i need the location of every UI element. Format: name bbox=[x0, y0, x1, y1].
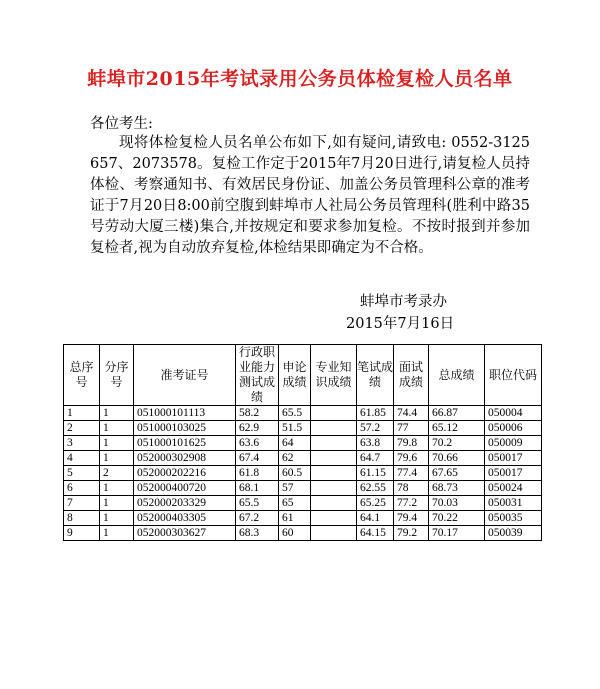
cell-essay-score: 60 bbox=[279, 526, 311, 541]
cell-total-score: 70.22 bbox=[429, 511, 485, 526]
cell-written-score: 62.55 bbox=[357, 481, 394, 496]
cell-position-code: 050031 bbox=[485, 496, 542, 511]
cell-total-score: 70.66 bbox=[429, 451, 485, 466]
cell-position-code: 050017 bbox=[485, 466, 542, 481]
cell-sub-seq: 1 bbox=[100, 436, 134, 451]
cell-total-score: 70.03 bbox=[429, 496, 485, 511]
cell-essay-score: 65 bbox=[279, 496, 311, 511]
cell-aptitude-score: 61.8 bbox=[236, 466, 279, 481]
header-sub-seq: 分序号 bbox=[100, 345, 134, 406]
cell-exam-id: 051000101625 bbox=[134, 436, 236, 451]
cell-total-seq: 8 bbox=[64, 511, 100, 526]
header-interview-score: 面试成绩 bbox=[394, 345, 429, 406]
cell-sub-seq: 1 bbox=[100, 421, 134, 436]
cell-total-score: 70.17 bbox=[429, 526, 485, 541]
cell-aptitude-score: 68.3 bbox=[236, 526, 279, 541]
cell-position-code: 050035 bbox=[485, 511, 542, 526]
cell-exam-id: 052000403305 bbox=[134, 511, 236, 526]
cell-sub-seq: 1 bbox=[100, 481, 134, 496]
cell-total-seq: 3 bbox=[64, 436, 100, 451]
cell-aptitude-score: 67.2 bbox=[236, 511, 279, 526]
header-written-score: 笔试成绩 bbox=[357, 345, 394, 406]
header-exam-id: 准考证号 bbox=[134, 345, 236, 406]
cell-written-score: 64.7 bbox=[357, 451, 394, 466]
header-professional-score: 专业知识成绩 bbox=[311, 345, 357, 406]
cell-exam-id: 052000202216 bbox=[134, 466, 236, 481]
cell-written-score: 63.8 bbox=[357, 436, 394, 451]
cell-interview-score: 77.2 bbox=[394, 496, 429, 511]
cell-total-seq: 1 bbox=[64, 406, 100, 421]
header-total-seq: 总序号 bbox=[64, 345, 100, 406]
table-header-row bbox=[64, 345, 542, 406]
cell-position-code: 050009 bbox=[485, 436, 542, 451]
cell-interview-score: 79.2 bbox=[394, 526, 429, 541]
table-row bbox=[64, 421, 542, 436]
table-row bbox=[64, 511, 542, 526]
cell-total-seq: 5 bbox=[64, 466, 100, 481]
cell-written-score: 64.1 bbox=[357, 511, 394, 526]
header-position-code: 职位代码 bbox=[485, 345, 542, 406]
cell-sub-seq: 1 bbox=[100, 511, 134, 526]
cell-essay-score: 65.5 bbox=[279, 406, 311, 421]
cell-exam-id: 052000400720 bbox=[134, 481, 236, 496]
cell-interview-score: 79.6 bbox=[394, 451, 429, 466]
cell-essay-score: 60.5 bbox=[279, 466, 311, 481]
cell-exam-id: 052000302908 bbox=[134, 451, 236, 466]
table-row bbox=[64, 466, 542, 481]
cell-professional-score bbox=[311, 451, 357, 466]
cell-professional-score bbox=[311, 421, 357, 436]
cell-aptitude-score: 63.6 bbox=[236, 436, 279, 451]
table-row bbox=[64, 436, 542, 451]
table-row bbox=[64, 406, 542, 421]
cell-written-score: 57.2 bbox=[357, 421, 394, 436]
cell-position-code: 050039 bbox=[485, 526, 542, 541]
header-aptitude-score: 行政职业能力测试成绩 bbox=[236, 345, 279, 406]
table-row bbox=[64, 496, 542, 511]
cell-total-seq: 9 bbox=[64, 526, 100, 541]
cell-essay-score: 57 bbox=[279, 481, 311, 496]
cell-essay-score: 64 bbox=[279, 436, 311, 451]
cell-written-score: 61.15 bbox=[357, 466, 394, 481]
cell-aptitude-score: 65.5 bbox=[236, 496, 279, 511]
table-body bbox=[64, 406, 542, 541]
cell-total-seq: 2 bbox=[64, 421, 100, 436]
cell-professional-score bbox=[311, 436, 357, 451]
salutation: 各位考生: bbox=[90, 116, 153, 132]
cell-interview-score: 77 bbox=[394, 421, 429, 436]
cell-position-code: 050006 bbox=[485, 421, 542, 436]
table-row bbox=[64, 481, 542, 496]
cell-total-score: 70.2 bbox=[429, 436, 485, 451]
cell-position-code: 050024 bbox=[485, 481, 542, 496]
header-total-score: 总成绩 bbox=[429, 345, 485, 406]
cell-essay-score: 62 bbox=[279, 451, 311, 466]
cell-sub-seq: 1 bbox=[100, 406, 134, 421]
cell-sub-seq: 1 bbox=[100, 451, 134, 466]
cell-aptitude-score: 68.1 bbox=[236, 481, 279, 496]
cell-sub-seq: 1 bbox=[100, 526, 134, 541]
cell-aptitude-score: 58.2 bbox=[236, 406, 279, 421]
cell-total-seq: 4 bbox=[64, 451, 100, 466]
cell-essay-score: 61 bbox=[279, 511, 311, 526]
recheck-list-table bbox=[63, 344, 542, 541]
table-row bbox=[64, 526, 542, 541]
cell-professional-score bbox=[311, 511, 357, 526]
issuer: 蚌埠市考录办 bbox=[360, 294, 447, 310]
cell-sub-seq: 2 bbox=[100, 466, 134, 481]
cell-exam-id: 051000103025 bbox=[134, 421, 236, 436]
cell-aptitude-score: 67.4 bbox=[236, 451, 279, 466]
issue-date: 2015年7月16日 bbox=[346, 316, 455, 332]
notice-body: 现将体检复检人员名单公布如下,如有疑问,请致电: 0552-3125657、2073578。复检工作定于2015年7月20日进行,请复检人员持体检、考察通知书、有效居民身份证、加盖公务员管理科公章的准考证于7月20日8:00前空腹到蚌埠市人社局公务员管理科(胜利中路35号劳动大厦三楼)集合,并按规定和要求参加复检。不按时报到并参加复检者,视为自动放弃复检,体检结果即确定为不合格。 bbox=[90, 135, 530, 256]
cell-written-score: 64.15 bbox=[357, 526, 394, 541]
cell-professional-score bbox=[311, 466, 357, 481]
cell-professional-score bbox=[311, 526, 357, 541]
cell-professional-score bbox=[311, 481, 357, 496]
cell-total-seq: 7 bbox=[64, 496, 100, 511]
cell-exam-id: 052000303627 bbox=[134, 526, 236, 541]
cell-total-score: 65.12 bbox=[429, 421, 485, 436]
cell-interview-score: 74.4 bbox=[394, 406, 429, 421]
cell-aptitude-score: 62.9 bbox=[236, 421, 279, 436]
page-title: 蚌埠市2015年考试录用公务员体检复检人员名单 bbox=[87, 68, 513, 90]
cell-total-score: 68.73 bbox=[429, 481, 485, 496]
cell-professional-score bbox=[311, 496, 357, 511]
cell-professional-score bbox=[311, 406, 357, 421]
cell-position-code: 050017 bbox=[485, 451, 542, 466]
cell-total-seq: 6 bbox=[64, 481, 100, 496]
cell-interview-score: 77.4 bbox=[394, 466, 429, 481]
header-essay-score: 申论成绩 bbox=[279, 345, 311, 406]
cell-exam-id: 051000101113 bbox=[134, 406, 236, 421]
cell-essay-score: 51.5 bbox=[279, 421, 311, 436]
table-row bbox=[64, 451, 542, 466]
cell-written-score: 65.25 bbox=[357, 496, 394, 511]
cell-written-score: 61.85 bbox=[357, 406, 394, 421]
cell-position-code: 050004 bbox=[485, 406, 542, 421]
cell-total-score: 67.65 bbox=[429, 466, 485, 481]
cell-exam-id: 052000203329 bbox=[134, 496, 236, 511]
cell-interview-score: 79.8 bbox=[394, 436, 429, 451]
cell-total-score: 66.87 bbox=[429, 406, 485, 421]
cell-interview-score: 78 bbox=[394, 481, 429, 496]
cell-interview-score: 79.4 bbox=[394, 511, 429, 526]
cell-sub-seq: 1 bbox=[100, 496, 134, 511]
